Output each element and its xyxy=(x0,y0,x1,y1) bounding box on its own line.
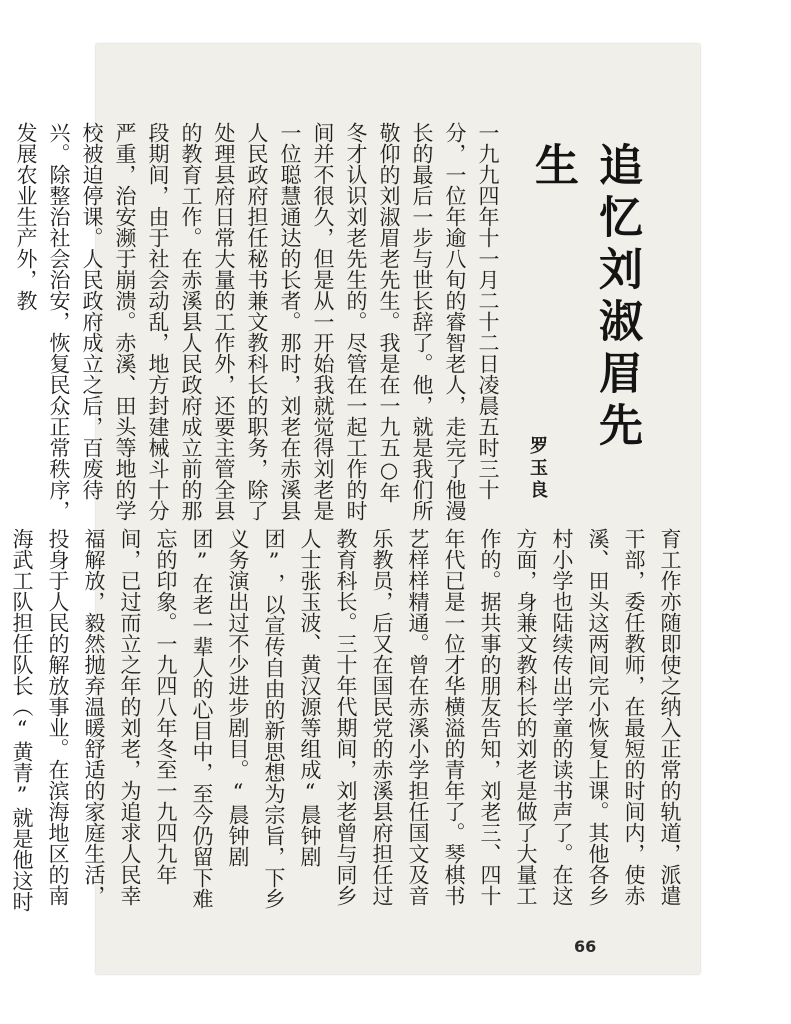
article-title: 追忆刘淑眉先生 xyxy=(527,142,642,454)
article-body-lower: 育工作亦随即使之纳入正常的轨道，派遣干部，委任教师，在最短的时间内，使赤溪、田头这两间完小恢复上课。其他各乡村小学也陆续传出学童的读书声了。在这方面，身兼文教科长的刘老是做了大量工作的。据共事的朋友告知，刘老三、四十年代已是一位才华横溢的青年了。琴棋书艺样样精通。曾在赤溪小学担任国文及音乐教员，后又在国民党的赤溪县府担任过教育科长。三十年代期间，刘老曾与同乡人士张玉波、黄汉源等组成“晨钟剧团”，以宣传自由的新思想为宗旨，下乡义务演出过不少进步剧目。“晨钟剧团”在老一辈人的心目中，至今仍留下难忘的印象。一九四八年冬至一九四九年间，已过而立之年的刘老，为追求人民幸福解放，毅然抛弃温暖舒适的家庭生活，投身于人民的解放事业。在滨海地区的南海武工队担任队长（“黄青”就是他这时 xyxy=(10,528,682,912)
page-number: 66 xyxy=(574,937,597,956)
document-page xyxy=(10,44,700,974)
article-body-upper: 一九九四年十一月二十二日凌晨五时三十分，一位年逾八旬的睿智老人，走完了他漫长的最后一步与世长辞了。他，就是我们所敬仰的刘淑眉老先生。我是在一九五○年冬才认识刘老先生的。尽管在一起工作的时间并不很久，但是从一开始我就觉得刘老是一位聪慧通达的长者。那时，刘老在赤溪县人民政府担任秘书兼文教科长的职务，除了处理县府日常大量的工作外，还要主管全县的教育工作。在赤溪县人民政府成立前的那段期间，由于社会动乱，地方封建械斗十分严重，治安濒于崩溃。赤溪、田头等地的学校被迫停课。人民政府成立之后，百废待兴。除整治社会治安，恢复民众正常秩序，发展农业生产外，教 xyxy=(14,122,500,521)
article-author: 罗玉良 xyxy=(527,436,548,502)
